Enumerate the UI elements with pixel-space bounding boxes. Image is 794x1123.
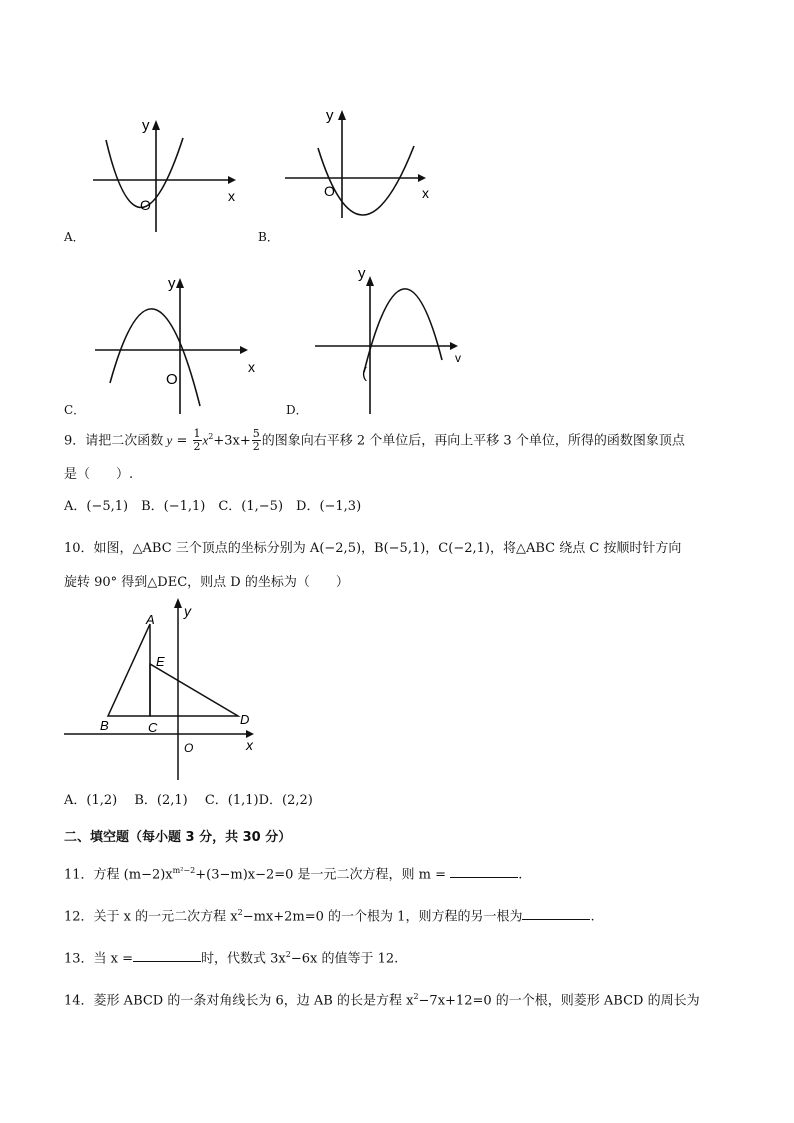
y-arrow [176,278,184,288]
option-b-label: B． [258,230,279,244]
x-arrow [240,346,248,354]
x-arrow [418,174,426,182]
q13-prefix: 13．当 x = [64,951,134,967]
graph-d [310,262,475,414]
q11-prefix: 11．方程 (m−2)x [64,867,173,883]
q9-options: A．(−5,1) B．(−1,1) C．(1,−5) D．(−1,3) [64,499,362,514]
label-a: A [146,612,155,627]
origin-label: ( [362,365,367,382]
q11-exponent: m²−2 [172,866,196,875]
q13-exponent: 2 [285,950,291,959]
label-o: O [184,741,194,755]
graph-a [88,108,248,236]
label-d: D [240,712,250,727]
q12-end: . [590,909,595,925]
x-arrow [228,176,236,184]
y-arrow [366,276,374,286]
q9-f1-denominator: 2 [193,440,201,454]
origin-label: O [166,371,178,388]
label-c: C [148,720,158,735]
option-a-label: A． [64,230,85,244]
q13-suffix: −6x 的值等于 12. [290,951,399,967]
question-12 [64,904,595,926]
fig-y-arrow [174,598,182,608]
parabola [364,289,442,372]
label-y: y [184,603,191,619]
q9-f2-numerator: 5 [252,427,260,441]
x-arrow [450,342,458,350]
q10-line-2: 旋转 90° 得到△DEC，则点 D 的坐标为（ ） [64,575,349,590]
q14-prefix: 14．菱形 ABCD 的一条对角线长为 6，边 AB 的长是方程 x [64,993,414,1009]
triangle-dec [150,664,238,716]
graph-c [90,268,265,414]
y-arrow [338,110,346,120]
q9-number: 9． [64,433,86,449]
q13-answer-blank[interactable] [133,949,201,962]
label-x: x [246,737,253,753]
x-label: v [455,351,461,365]
q10-options: A．(1,2) B．(2,1) C．(1,1)D．(2,2) [64,793,313,808]
q9-line-2: 是（ ）. [64,467,134,482]
q14-exponent: 2 [413,992,419,1001]
y-label: y [168,275,176,292]
q9-f2-denominator: 2 [252,440,260,454]
question-14 [64,988,700,1010]
q12-suffix: −mx+2m=0 的一个根为 1，则方程的另一根为 [242,909,523,925]
q9-fraction-1 [193,428,202,453]
q9-suffix: 的图象向右平移 2 个单位后，再向上平移 3 个单位，所得的函数图象顶点 [261,433,685,449]
q11-suffix: +(3−m)x−2=0 是一元二次方程，则 m = [195,867,447,883]
option-d-label: D． [286,403,308,417]
origin-label: O [324,183,335,199]
parabola [110,309,200,406]
section-title: 二、填空题（每小题 3 分，共 30 分） [64,830,292,845]
x-label: x [422,185,429,201]
y-label: y [142,117,150,134]
q9-prefix: 请把二次函数 [85,433,164,449]
q10-line-1: 10．如图，△ABC 三个顶点的坐标分别为 A(−2,5)，B(−5,1)，C(−2,1)，将△ABC 绕点 C 按顺时针方向 [64,541,682,556]
q9-fraction-2 [252,428,261,453]
option-c-label: C． [64,403,86,417]
question-9: 9．请把二次函数 y = $\frac{1}{2}$ $x^2+3x+$ $\frac{5}{2}$ 的图象向右平移 2 个单位后，再向上平移 3 个单位，所得的函数图象顶点 [64,427,685,454]
origin-label: O [140,197,151,213]
graph-b [282,98,442,226]
triangle-abc [108,624,150,716]
y-label: y [358,265,366,282]
q14-suffix: −7x+12=0 的一个根，则菱形 ABCD 的周长为 [418,993,700,1009]
label-e: E [156,654,165,669]
q12-answer-blank[interactable] [522,907,590,920]
parabola [318,146,414,215]
y-label: y [326,107,334,124]
x-label: x [228,188,235,204]
q12-exponent: 2 [237,908,243,917]
q11-answer-blank[interactable] [450,865,518,878]
label-b: B [100,718,109,733]
q13-middle: 时，代数式 3x [201,951,286,967]
q12-prefix: 12．关于 x 的一元二次方程 x [64,909,238,925]
x-label: x [248,359,255,375]
q9-f1-numerator: 1 [193,427,201,441]
question-11 [64,862,522,884]
y-arrow [152,120,160,130]
q10-figure [64,596,264,782]
question-13 [64,946,398,968]
q11-end: . [518,867,523,883]
q9-middle: +3x+ [213,433,251,449]
